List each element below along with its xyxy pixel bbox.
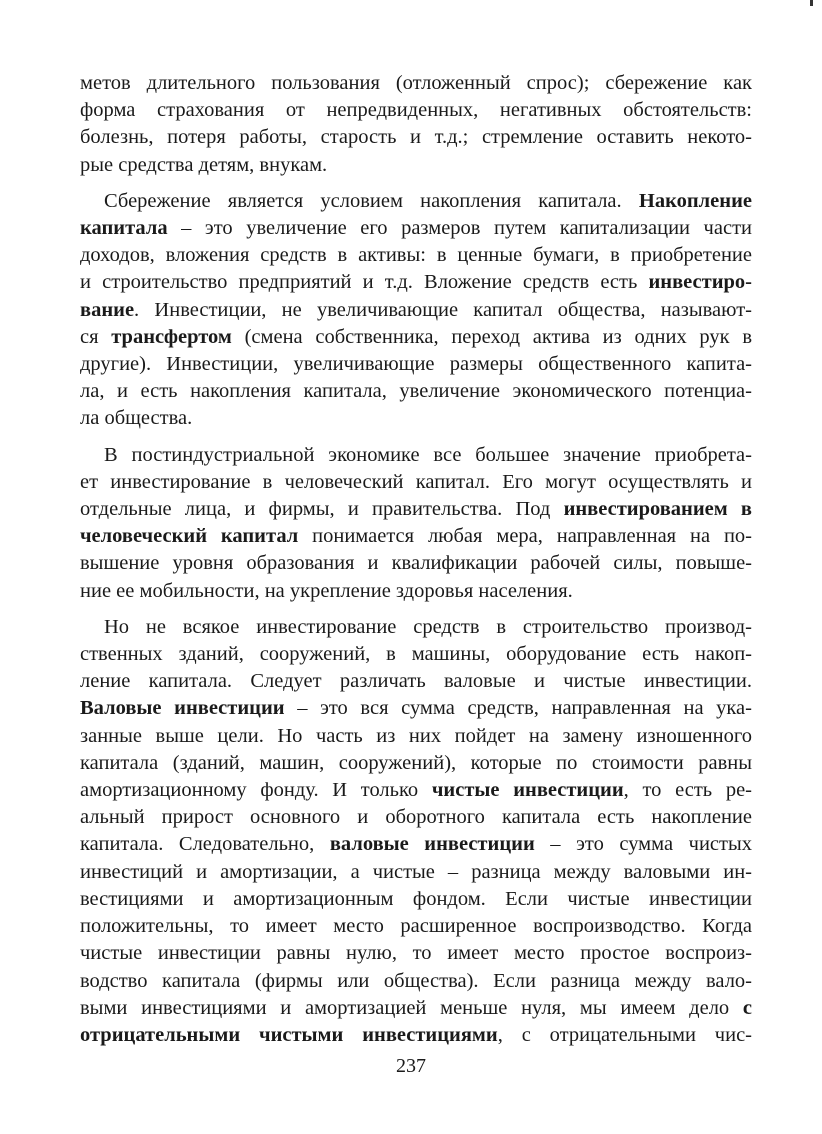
paragraph-1 [80, 70, 752, 179]
text-line: чистые инвестиции равны нулю, то имеет место простое воспроиз- [80, 942, 752, 965]
text-line: и строительство предприятий и т.д. Вложение средств есть инвестиро- [80, 271, 752, 294]
text-line: выми инвестициями и амортизацией меньше нуля, мы имеем дело с [80, 996, 752, 1019]
text-line: метов длительного пользования (отложенный спрос); сбережение как [80, 72, 752, 94]
text-line: ственных зданий, сооружений, в машины, оборудование есть накоп- [80, 643, 752, 666]
term-gross-investment: Валовые инвестиции [80, 697, 285, 720]
text-line: инвестиций и амортизации, а чистые – разница между валовыми ин- [80, 860, 752, 883]
term-capital-accumulation-cont: капитала [80, 217, 168, 240]
text-line: отдельные лица, и фирмы, и правительства. Под инвестированием в [80, 498, 752, 521]
text-line: форма страхования от непредвиденных, негативных обстоятельств: [80, 99, 752, 122]
text-line: ет инвестирование в человеческий капитал. Его могут осуществлять и [80, 470, 752, 493]
text-line: ла общества. [80, 407, 193, 430]
text-line: рые средства детям, внукам. [80, 153, 328, 176]
term-negative-net-investment: с [742, 996, 752, 1019]
text-line: Но не всякое инвестирование средств в строительство производ- [104, 615, 752, 638]
text-line: человеческий капитал понимается любая мера, направленная на по- [80, 525, 753, 548]
term-transfer: трансфертом [111, 325, 232, 348]
term-investment-cont: вание [80, 298, 135, 321]
scan-mark [810, 0, 813, 6]
term-human-capital-investment: инвестированием в [563, 498, 752, 521]
term-human-capital-investment-cont: человеческий капитал [80, 525, 299, 548]
text-line: капитала. Следовательно, валовые инвестиции – это сумма чистых [80, 833, 752, 856]
term-investment: инвестиро- [648, 271, 752, 294]
text-line: вестициями и амортизационным фондом. Если чистые инвестиции [80, 887, 752, 910]
text-line: ся трансфертом (смена собственника, переход актива из одних рук в [80, 325, 752, 348]
text-line: В постиндустриальной экономике все большее значение приобрета- [104, 443, 752, 466]
page-number: 237 [396, 1055, 426, 1077]
text-line: вышение уровня образования и квалификации рабочей силы, повыше- [80, 552, 752, 575]
text-line: другие). Инвестиции, увеличивающие размеры общественного капита- [80, 353, 752, 376]
text-line: ние ее мобильности, на укрепление здоровья населения. [80, 579, 573, 602]
page-body [80, 70, 752, 1058]
text-line: вание. Инвестиции, не увеличивающие капитал общества, называют- [80, 298, 752, 321]
text-line: капитала – это увеличение его размеров путем капитализации части [80, 217, 752, 240]
term-net-investment: чистые инвестиции [431, 779, 624, 802]
term-capital-accumulation: Накопление [638, 189, 752, 212]
term-negative-net-investment-cont: отрицательными чистыми инвестициями [80, 1023, 498, 1046]
text-line: доходов, вложения средств в активы: в ценные бумаги, в приобретение [80, 244, 752, 267]
text-line: водство капитала (фирмы или общества). Если разница между вало- [80, 969, 752, 992]
text-line: болезнь, потеря работы, старость и т.д.; стремление оставить некото- [80, 126, 752, 149]
text-line: ла, и есть накопления капитала, увеличение экономического потенциа- [80, 380, 752, 403]
paragraph-3 [80, 442, 752, 605]
text-line: Сбережение является условием накопления капитала. Накопление [104, 189, 752, 212]
paragraph-2 [80, 188, 752, 433]
text-line: капитала (зданий, машин, сооружений), которые по стоимости равны [80, 751, 752, 774]
text-line: амортизационному фонду. И только чистые инвестиции, то есть ре- [80, 779, 752, 802]
text-line: положительны, то имеет место расширенное воспроизводство. Когда [80, 915, 752, 938]
text-line: ление капитала. Следует различать валовые и чистые инвестиции. [80, 670, 752, 693]
text-line: альный прирост основного и оборотного капитала есть накопление [80, 806, 752, 829]
paragraph-4 [80, 614, 752, 1049]
text-line: отрицательными чистыми инвестициями, с отрицательными чис- [80, 1023, 753, 1046]
term-gross-investment-2: валовые инвестиции [329, 833, 535, 856]
text-line: Валовые инвестиции – это вся сумма средств, направленная на ука- [80, 697, 752, 720]
text-line: занные выше цели. Но часть из них пойдет на замену изношенного [80, 724, 752, 747]
